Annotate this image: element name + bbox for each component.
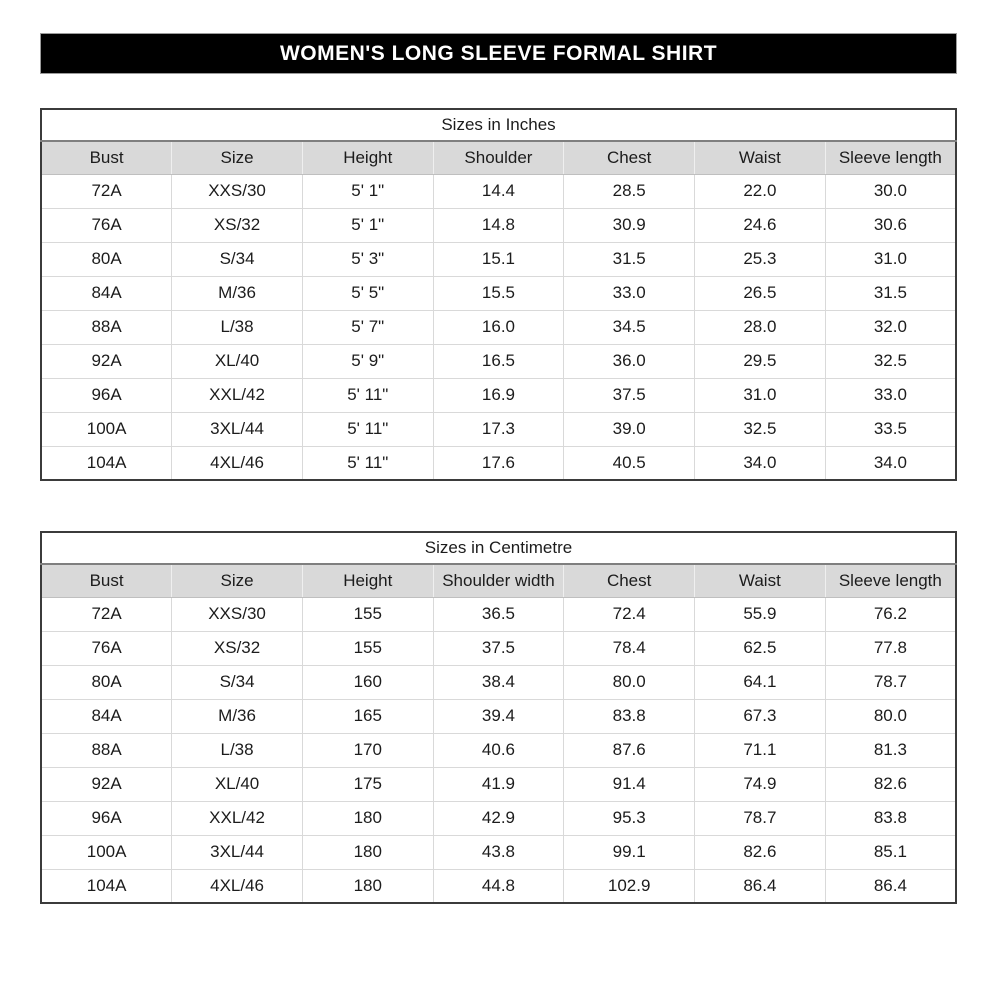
table-cell: 86.4 — [695, 869, 826, 903]
table-cell: 5' 5" — [302, 276, 433, 310]
table-cell: 39.4 — [433, 699, 564, 733]
table-cell: M/36 — [172, 276, 303, 310]
table-cell: 180 — [302, 801, 433, 835]
table-cell: 102.9 — [564, 869, 695, 903]
table-cell: 72A — [41, 597, 172, 631]
table-cell: 28.5 — [564, 174, 695, 208]
table-cell: 4XL/46 — [172, 446, 303, 480]
table-cell: 32.5 — [825, 344, 956, 378]
column-header: Chest — [564, 141, 695, 174]
table-cell: 160 — [302, 665, 433, 699]
table-cell: 15.1 — [433, 242, 564, 276]
table-cell: 22.0 — [695, 174, 826, 208]
table-cell: 84A — [41, 276, 172, 310]
table-cell: 76A — [41, 631, 172, 665]
table-cell: XXL/42 — [172, 378, 303, 412]
table-cell: 74.9 — [695, 767, 826, 801]
table-cell: XL/40 — [172, 344, 303, 378]
table-cell: 16.9 — [433, 378, 564, 412]
table-cell: 17.6 — [433, 446, 564, 480]
table-cell: 62.5 — [695, 631, 826, 665]
table-cell: XS/32 — [172, 208, 303, 242]
table-cell: 44.8 — [433, 869, 564, 903]
table-cell: 5' 1" — [302, 208, 433, 242]
table-cell: 31.0 — [825, 242, 956, 276]
table-cell: 77.8 — [825, 631, 956, 665]
table-row — [41, 174, 956, 208]
table-cell: 40.6 — [433, 733, 564, 767]
table-row — [41, 801, 956, 835]
table-cell: 76A — [41, 208, 172, 242]
table-cell: 88A — [41, 310, 172, 344]
table-cell: 5' 11" — [302, 446, 433, 480]
table-body — [41, 174, 956, 480]
table-cell: 64.1 — [695, 665, 826, 699]
column-header: Shoulder width — [433, 564, 564, 597]
table-cell: 83.8 — [825, 801, 956, 835]
table-cell: 5' 11" — [302, 412, 433, 446]
table-cell: 5' 3" — [302, 242, 433, 276]
table-cell: 72.4 — [564, 597, 695, 631]
table-cell: 36.5 — [433, 597, 564, 631]
table-cell: 38.4 — [433, 665, 564, 699]
table-cell: 36.0 — [564, 344, 695, 378]
table-cell: 30.0 — [825, 174, 956, 208]
table-cell: 28.0 — [695, 310, 826, 344]
table-cell: 81.3 — [825, 733, 956, 767]
table-cell: 32.5 — [695, 412, 826, 446]
table-cell: 33.5 — [825, 412, 956, 446]
table-cell: 42.9 — [433, 801, 564, 835]
table-row — [41, 344, 956, 378]
table-cell: 24.6 — [695, 208, 826, 242]
table-cell: 87.6 — [564, 733, 695, 767]
table-cell: 78.7 — [825, 665, 956, 699]
table-cell: 55.9 — [695, 597, 826, 631]
table-title-row — [41, 532, 956, 564]
table-cell: 165 — [302, 699, 433, 733]
table-cell: 96A — [41, 378, 172, 412]
column-header: Bust — [41, 141, 172, 174]
table-cell: 92A — [41, 344, 172, 378]
table-cell: 91.4 — [564, 767, 695, 801]
table-cell: 39.0 — [564, 412, 695, 446]
table-cell: 5' 7" — [302, 310, 433, 344]
table-cell: 88A — [41, 733, 172, 767]
column-header-row — [41, 141, 956, 174]
table-cell: 78.7 — [695, 801, 826, 835]
table-cell: 95.3 — [564, 801, 695, 835]
table-row — [41, 835, 956, 869]
table-cell: L/38 — [172, 733, 303, 767]
table-cell: 80.0 — [564, 665, 695, 699]
table-cell: 40.5 — [564, 446, 695, 480]
table-cell: 30.6 — [825, 208, 956, 242]
table-cell: 86.4 — [825, 869, 956, 903]
table-cell: 4XL/46 — [172, 869, 303, 903]
sizes-in-centimetre-table — [40, 531, 957, 904]
table-row — [41, 208, 956, 242]
table-cell: 16.0 — [433, 310, 564, 344]
table-cell: 15.5 — [433, 276, 564, 310]
table-cell: 14.4 — [433, 174, 564, 208]
table-cell: 104A — [41, 446, 172, 480]
column-header: Height — [302, 141, 433, 174]
column-header: Bust — [41, 564, 172, 597]
table-cell: 31.5 — [825, 276, 956, 310]
table-cell: 37.5 — [433, 631, 564, 665]
table-cell: 34.0 — [695, 446, 826, 480]
table-cell: 72A — [41, 174, 172, 208]
table-cell: S/34 — [172, 665, 303, 699]
table-row — [41, 733, 956, 767]
table-cell: 43.8 — [433, 835, 564, 869]
table-cell: 100A — [41, 412, 172, 446]
table-cell: 29.5 — [695, 344, 826, 378]
column-header: Size — [172, 141, 303, 174]
table-cell: 83.8 — [564, 699, 695, 733]
table-cell: 104A — [41, 869, 172, 903]
table-cell: XXS/30 — [172, 174, 303, 208]
table-cell: 32.0 — [825, 310, 956, 344]
table-cell: 3XL/44 — [172, 412, 303, 446]
table-cell: 3XL/44 — [172, 835, 303, 869]
table-cell: 26.5 — [695, 276, 826, 310]
table-cell: 34.5 — [564, 310, 695, 344]
column-header: Shoulder — [433, 141, 564, 174]
column-header: Sleeve length — [825, 141, 956, 174]
table-cell: XXL/42 — [172, 801, 303, 835]
table-cell: XL/40 — [172, 767, 303, 801]
table-cell: 14.8 — [433, 208, 564, 242]
table-cell: 16.5 — [433, 344, 564, 378]
table-cell: 5' 1" — [302, 174, 433, 208]
table-row — [41, 767, 956, 801]
table-cell: 37.5 — [564, 378, 695, 412]
table-cell: 85.1 — [825, 835, 956, 869]
table-cell: 80A — [41, 665, 172, 699]
table-cell: 80A — [41, 242, 172, 276]
table-cell: 80.0 — [825, 699, 956, 733]
table-cell: 155 — [302, 631, 433, 665]
column-header: Chest — [564, 564, 695, 597]
table-cell: XXS/30 — [172, 597, 303, 631]
table-cell: 180 — [302, 835, 433, 869]
table-cell: 33.0 — [564, 276, 695, 310]
table-cell: 99.1 — [564, 835, 695, 869]
table-title: Sizes in Centimetre — [41, 532, 956, 564]
column-header: Sleeve length — [825, 564, 956, 597]
table-cell: 25.3 — [695, 242, 826, 276]
table-cell: 33.0 — [825, 378, 956, 412]
table-cell: S/34 — [172, 242, 303, 276]
table-cell: 31.5 — [564, 242, 695, 276]
sizes-in-inches-table — [40, 108, 957, 481]
table-cell: 82.6 — [825, 767, 956, 801]
table-cell: 5' 9" — [302, 344, 433, 378]
table-row — [41, 869, 956, 903]
table-cell: 30.9 — [564, 208, 695, 242]
column-header: Waist — [695, 564, 826, 597]
table-cell: M/36 — [172, 699, 303, 733]
table-row — [41, 665, 956, 699]
table-row — [41, 412, 956, 446]
table-cell: 175 — [302, 767, 433, 801]
table-cell: 92A — [41, 767, 172, 801]
table-title: Sizes in Inches — [41, 109, 956, 141]
table-row — [41, 242, 956, 276]
table-cell: 76.2 — [825, 597, 956, 631]
table-cell: 78.4 — [564, 631, 695, 665]
table-row — [41, 310, 956, 344]
table-cell: 31.0 — [695, 378, 826, 412]
table-cell: L/38 — [172, 310, 303, 344]
table-cell: 155 — [302, 597, 433, 631]
column-header: Waist — [695, 141, 826, 174]
table-cell: 170 — [302, 733, 433, 767]
table-cell: 41.9 — [433, 767, 564, 801]
table-cell: 5' 11" — [302, 378, 433, 412]
table-title-row — [41, 109, 956, 141]
product-title: WOMEN'S LONG SLEEVE FORMAL SHIRT — [279, 41, 718, 65]
table-row — [41, 446, 956, 480]
table-row — [41, 597, 956, 631]
table-cell: 180 — [302, 869, 433, 903]
column-header: Height — [302, 564, 433, 597]
column-header: Size — [172, 564, 303, 597]
table-cell: 96A — [41, 801, 172, 835]
table-cell: 100A — [41, 835, 172, 869]
column-header-row — [41, 564, 956, 597]
table-cell: 71.1 — [695, 733, 826, 767]
table-body — [41, 597, 956, 903]
table-cell: 34.0 — [825, 446, 956, 480]
table-row — [41, 631, 956, 665]
table-cell: 67.3 — [695, 699, 826, 733]
table-cell: XS/32 — [172, 631, 303, 665]
product-title-banner — [40, 33, 957, 74]
table-cell: 82.6 — [695, 835, 826, 869]
table-cell: 84A — [41, 699, 172, 733]
table-row — [41, 699, 956, 733]
table-row — [41, 276, 956, 310]
table-row — [41, 378, 956, 412]
table-cell: 17.3 — [433, 412, 564, 446]
